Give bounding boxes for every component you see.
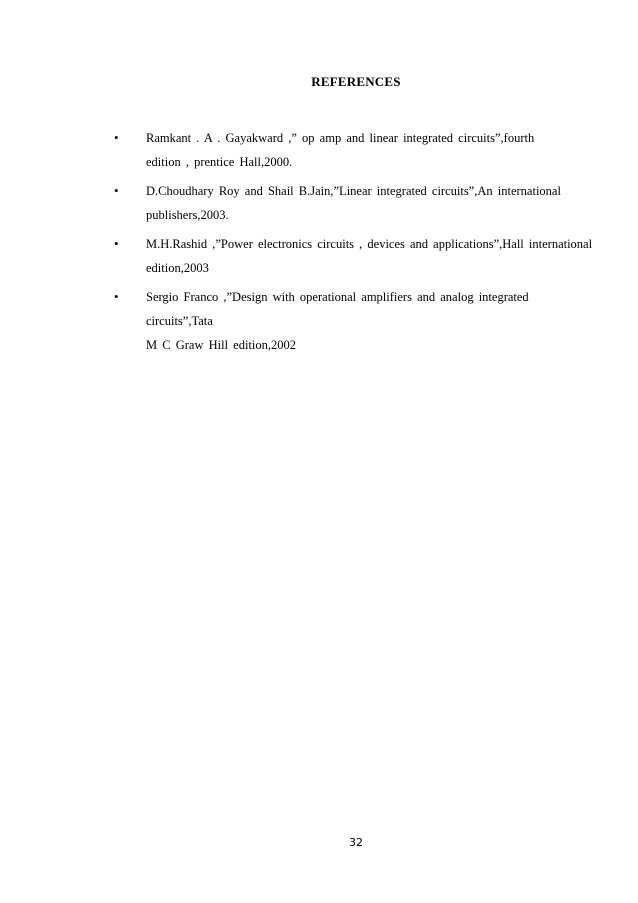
reference-line: edition,2003 [146, 261, 209, 275]
reference-item [114, 285, 600, 357]
reference-line: publishers,2003. [146, 208, 229, 222]
bullet-icon: • [114, 130, 119, 145]
reference-line: D.Choudhary Roy and Shail B.Jain,”Linear integrated circuits”,An international [146, 184, 561, 198]
bullet-icon: • [114, 289, 119, 304]
reference-line: M.H.Rashid ,”Power electronics circuits , devices and applications”,Hall international [146, 237, 593, 251]
reference-item [114, 179, 600, 227]
bullet-icon: • [114, 183, 119, 198]
page-number: 32 [349, 836, 363, 849]
references-list [114, 126, 600, 362]
references-heading: REFERENCES [311, 74, 401, 89]
reference-item [114, 232, 600, 280]
reference-line: M C Graw Hill edition,2002 [146, 338, 297, 352]
reference-line: Sergio Franco ,”Design with operational amplifiers and analog integrated circuits”,Tata [146, 290, 529, 328]
reference-line: edition , prentice Hall,2000. [146, 155, 293, 169]
reference-item [114, 126, 600, 174]
reference-line: Ramkant . A . Gayakward ,” op amp and linear integrated circuits”,fourth [146, 131, 535, 145]
bullet-icon: • [114, 236, 119, 251]
